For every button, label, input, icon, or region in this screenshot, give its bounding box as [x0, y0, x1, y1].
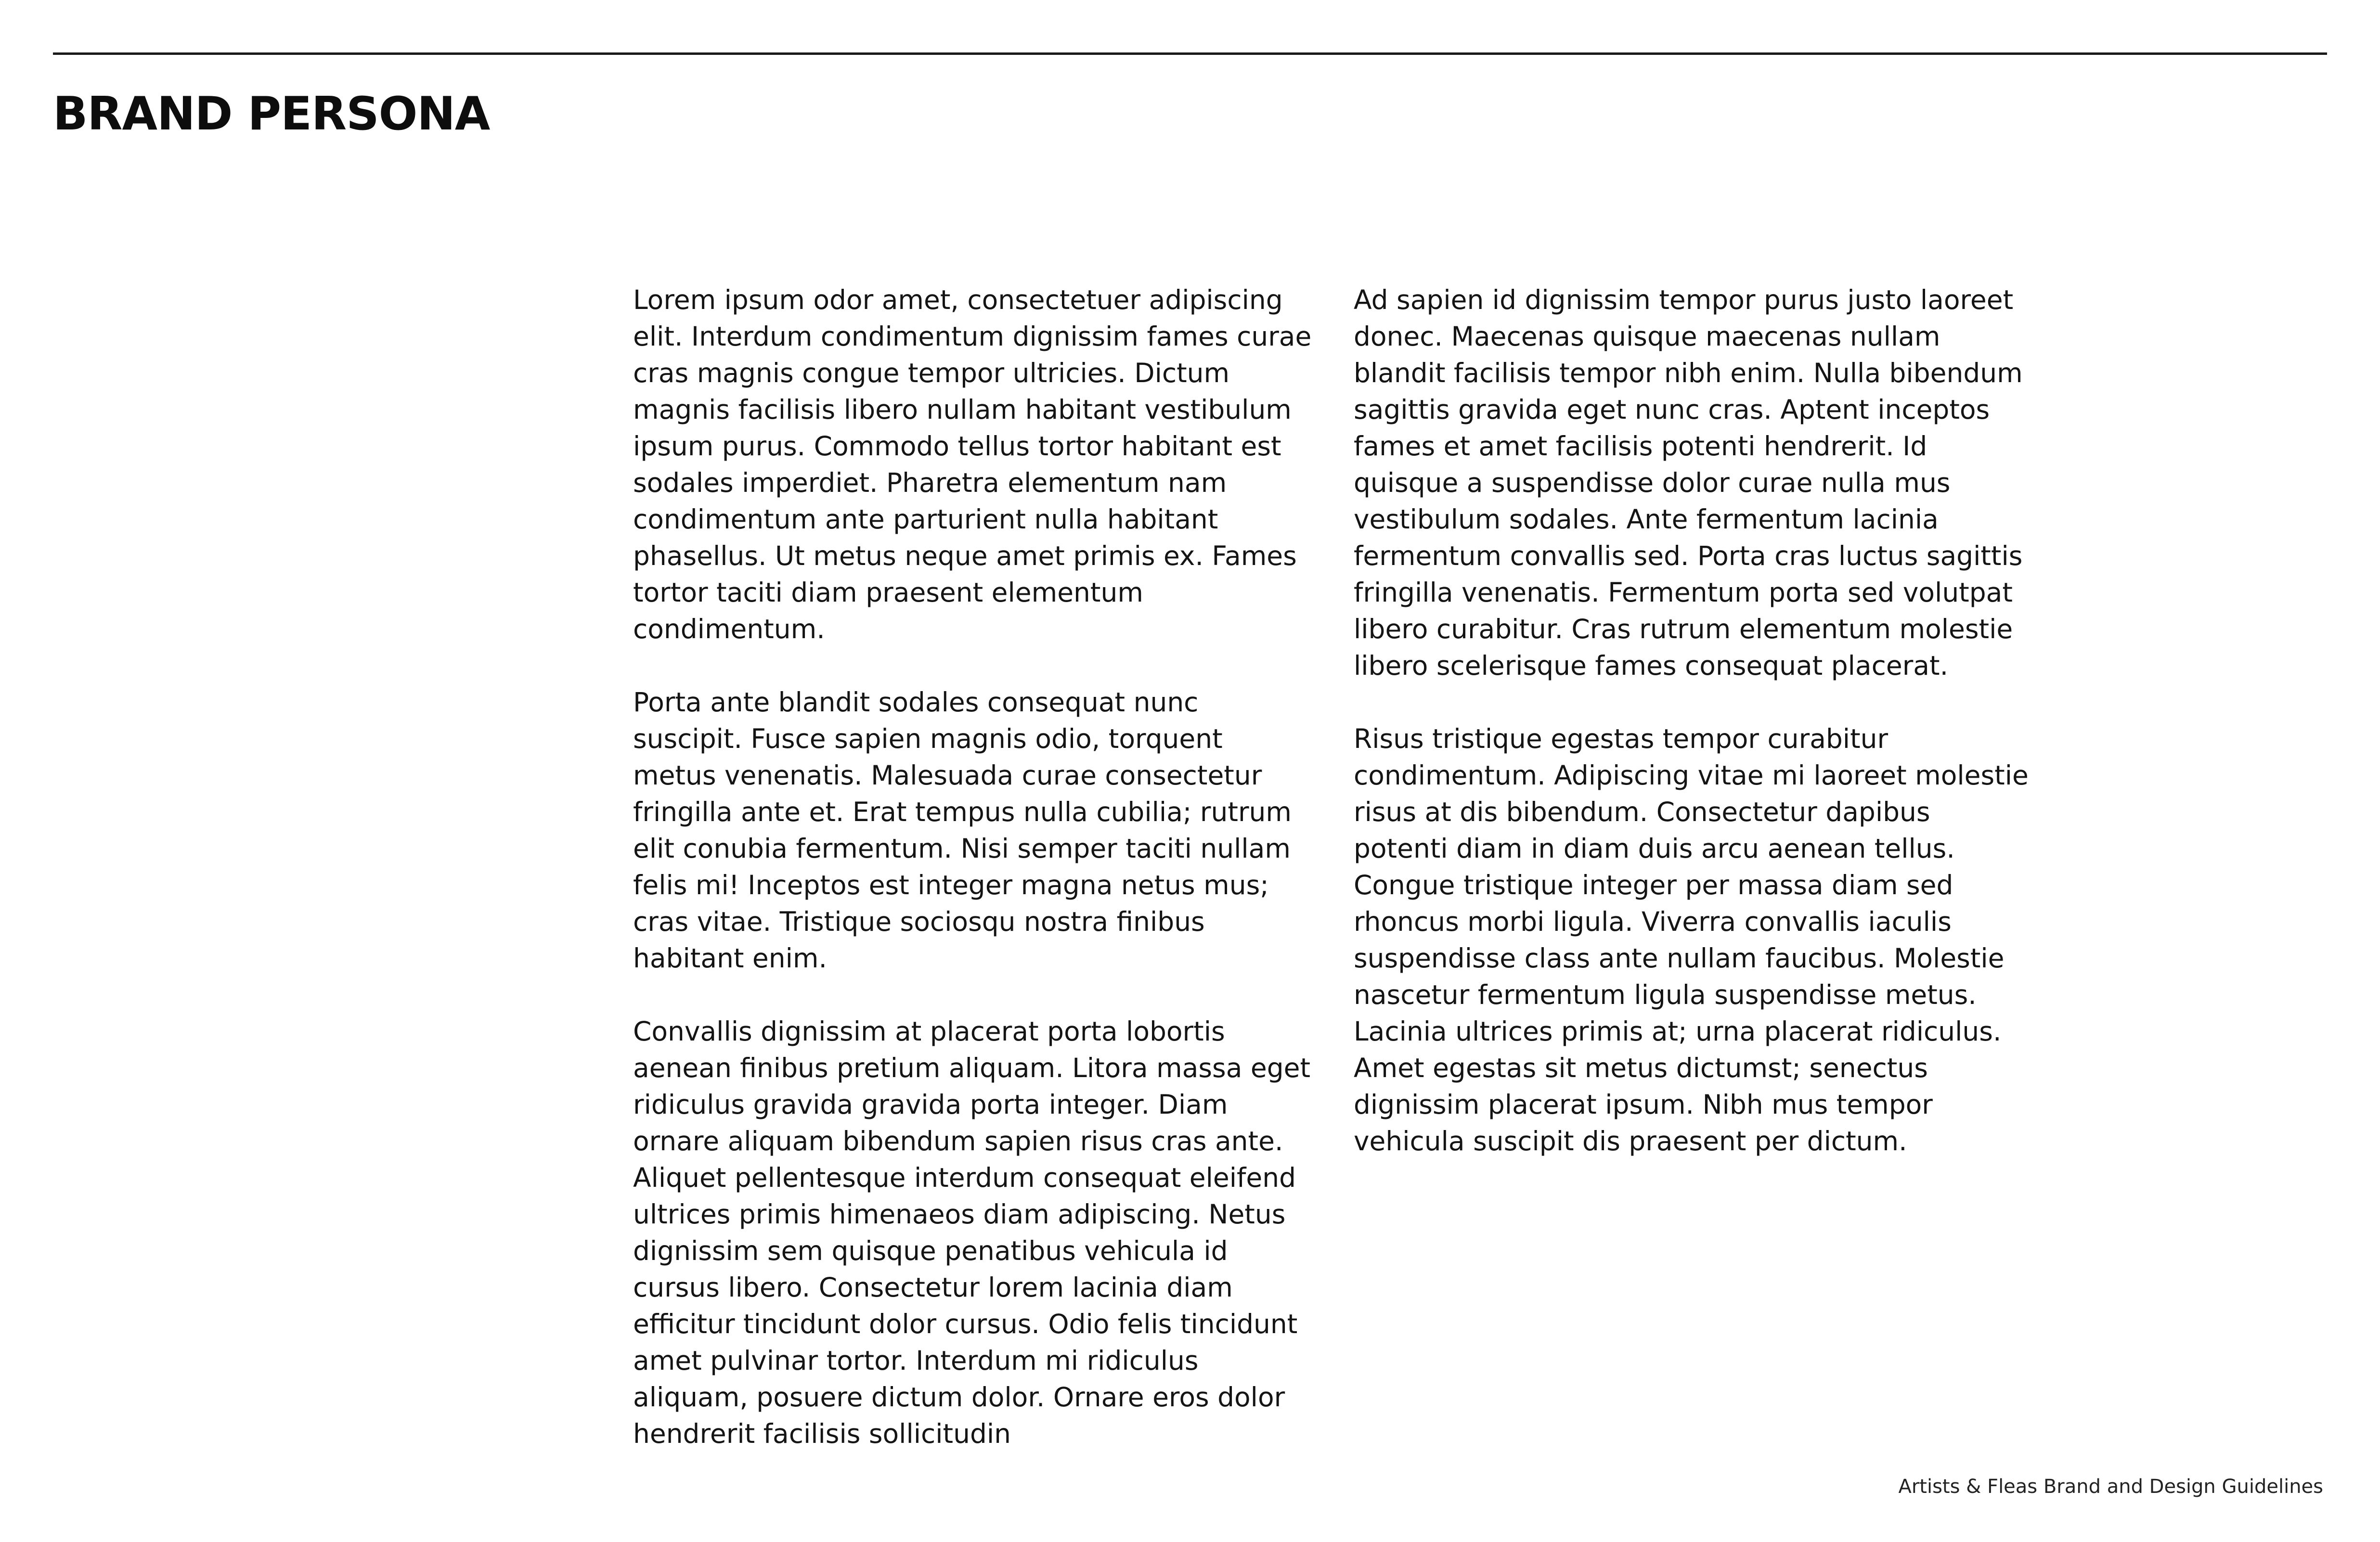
body-paragraph: Lorem ipsum odor amet, consectetuer adipiscing elit. Interdum condimentum dignissim fames curae cras magnis congue tempor ultricies. Dictum magnis facilisis libero nullam habitant vestibulum ipsum purus. Commodo tellus tortor habitant est sodales imperdiet. Pharetra elementum nam condimentum ante parturient nulla habitant phasellus. Ut metus neque amet primis ex. Fames tortor taciti diam praesent elementum condimentum.: [633, 284, 1312, 644]
footer-document-title: Artists & Fleas Brand and Design Guidelines: [1898, 1476, 2323, 1498]
body-paragraph: Risus tristique egestas tempor curabitur condimentum. Adipiscing vitae mi laoreet molestie risus at dis bibendum. Consectetur dapibus potenti diam in diam duis arcu aenean tellus. Congue tristique integer per massa diam sed rhoncus morbi ligula. Viverra convallis iaculis suspendisse class ante nullam faucibus. Molestie nascetur fermentum ligula suspendisse metus. Lacinia ultrices primis at; urna placerat ridiculus. Amet egestas sit metus dictumst; senectus dignissim placerat ipsum. Nibh mus tempor vehicula suscipit dis praesent per dictum.: [1354, 723, 2029, 1156]
header-divider: [53, 52, 2327, 55]
body-paragraph: Porta ante blandit sodales consequat nunc suscipit. Fusce sapien magnis odio, torquent metus venenatis. Malesuada curae consectetur fringilla ante et. Erat tempus nulla cubilia; rutrum elit conubia fermentum. Nisi semper taciti nullam felis mi! Inceptos est integer magna netus mus; cras vitae. Tristique sociosqu nostra finibus habitant enim.: [633, 687, 1292, 974]
body-column-left: [633, 282, 1312, 1489]
body-paragraph: Convallis dignissim at placerat porta lobortis aenean finibus pretium aliquam. Litora massa eget ridiculus gravida gravida porta integer. Diam ornare aliquam bibendum sapien risus cras ante. Aliquet pellentesque interdum consequat eleifend ultrices primis himenaeos diam adipiscing. Netus dignissim sem quisque penatibus vehicula id cursus libero. Consectetur lorem lacinia diam efficitur tincidunt dolor cursus. Odio felis tincidunt amet pulvinar tortor. Interdum mi ridiculus aliquam, posuere dictum dolor. Ornare eros dolor hendrerit facilisis sollicitudin: [633, 1016, 1311, 1449]
body-column-right: [1354, 282, 2032, 1196]
body-paragraph: Ad sapien id dignissim tempor purus justo laoreet donec. Maecenas quisque maecenas nullam blandit facilisis tempor nibh enim. Nulla bibendum sagittis gravida eget nunc cras. Aptent inceptos fames et amet facilisis potenti hendrerit. Id quisque a suspendisse dolor curae nulla mus vestibulum sodales. Ante fermentum lacinia fermentum convallis sed. Porta cras luctus sagittis fringilla venenatis. Fermentum porta sed volutpat libero curabitur. Cras rutrum elementum molestie libero scelerisque fames consequat placerat.: [1354, 284, 2023, 681]
page-title: BRAND PERSONA: [53, 88, 490, 141]
